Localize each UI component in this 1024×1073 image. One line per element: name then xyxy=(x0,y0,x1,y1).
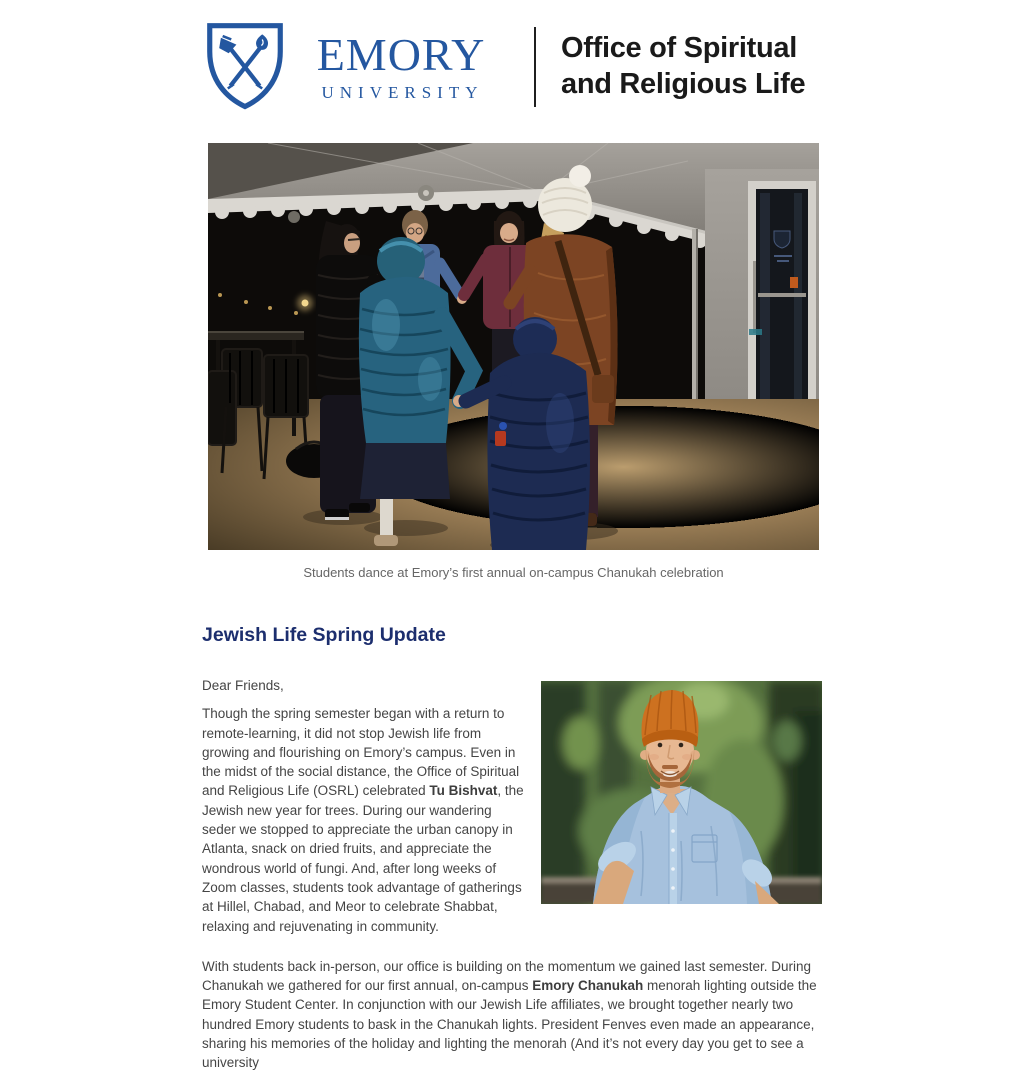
bold-term-emory-chanukah: Emory Chanukah xyxy=(532,978,644,994)
header-divider xyxy=(534,27,536,107)
chanukah-celebration-photo xyxy=(208,143,819,550)
office-title-line2: and Religious Life xyxy=(561,68,806,100)
newsletter-header xyxy=(202,20,822,114)
salutation: Dear Friends, xyxy=(202,678,284,693)
paragraph-text-segment: With students back in-person, our office is building on the momentum we gained last semester. During Chanukah we gathered for our first annual, on-campus xyxy=(202,958,812,994)
bold-term-tu-bishvat: Tu Bishvat xyxy=(429,783,498,799)
photo-caption: Students dance at Emory’s first annual on-campus Chanukah celebration xyxy=(303,565,724,580)
article-heading: Jewish Life Spring Update xyxy=(202,624,446,646)
emory-wordmark-sub: UNIVERSITY xyxy=(321,82,484,102)
body-paragraph-2 xyxy=(202,936,822,1073)
paragraph-text-segment: menorah lighting outside the Emory Student Center. In conjunction with our Jewish Life affiliates, we brought together nearly two hundred Emory students to bask in the Chanukah lights. President Fenves even made an appearance, sharing his memories of the holiday and lighting the menorah (And it’s not every day you get to see a university xyxy=(202,978,817,1071)
paragraph-text-segment: , the Jewish new year for trees. During our wandering seder we stopped to appreciate the urban canopy in Atlanta, snack on dried fruits, and appreciate the wondrous world of fungi. And, after long weeks of Zoom classes, students took advantage of gatherings at Hillel, Chabad, and Meor to celebrate Shabbat, relaxing and rejuvenating in community. xyxy=(202,783,524,934)
paragraph-text-segment: Though the spring semester began with a return to remote-learning, it did not stop Jewish life from growing and flourishing on Emory’s campus. Even in the midst of the social distance, the Office of Spiritual and Religious Life (OSRL) celebrated xyxy=(202,706,520,799)
article-body xyxy=(202,676,822,1073)
emory-shield-icon xyxy=(202,22,288,112)
office-title xyxy=(561,31,805,103)
staff-portrait-photo xyxy=(541,681,822,904)
newsletter-page xyxy=(202,0,822,1073)
hero-section xyxy=(208,143,819,580)
emory-wordmark xyxy=(304,28,498,103)
office-title-line1: Office of Spiritual xyxy=(561,32,797,65)
emory-wordmark-main: EMORY xyxy=(316,28,486,80)
